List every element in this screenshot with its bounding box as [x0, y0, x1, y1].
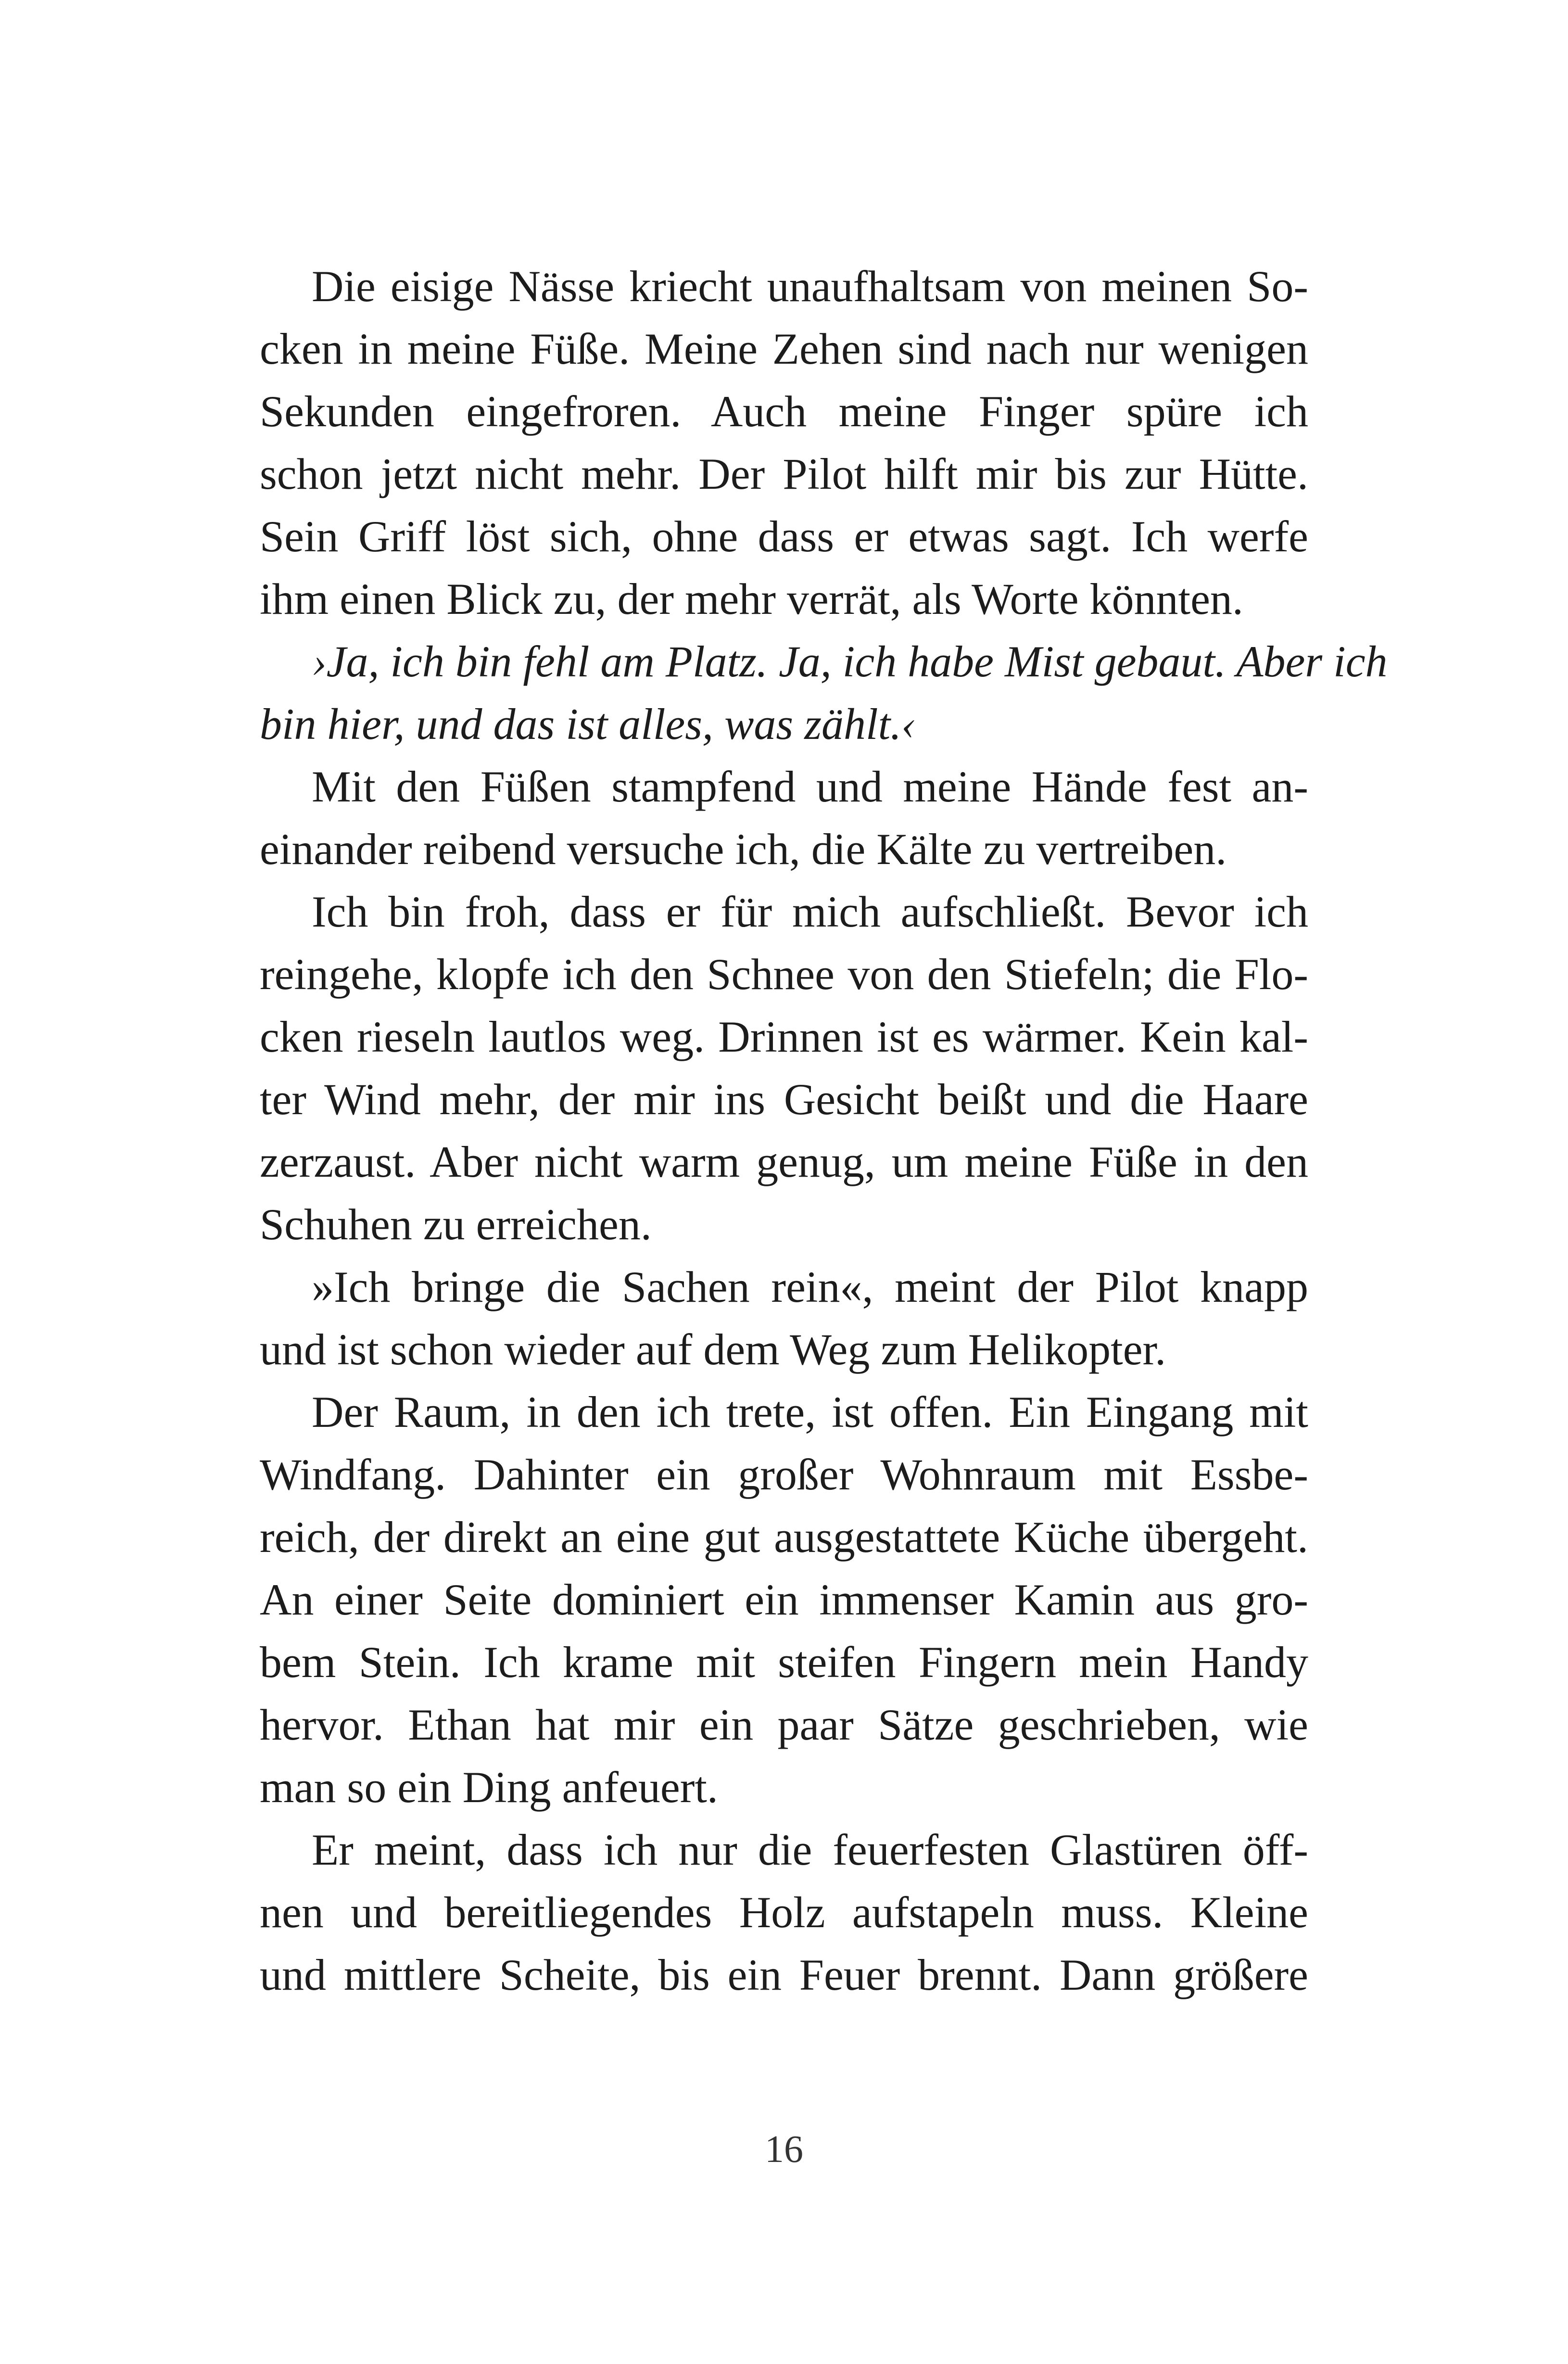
paragraph	[260, 880, 1308, 1256]
text-line: cken rieseln lautlos weg. Drinnen ist es wärmer. Kein kal-	[260, 1012, 1308, 1061]
text-line: Er meint, dass ich nur die feuerfesten Glastüren öff-	[312, 1825, 1308, 1874]
text-line: nen und bereitliegendes Holz aufstapeln muss. Kleine	[260, 1888, 1308, 1937]
paragraph	[260, 755, 1308, 880]
text-line: zerzaust. Aber nicht warm genug, um meine Füße in den	[260, 1137, 1308, 1186]
text-line: Schuhen zu erreichen.	[260, 1200, 652, 1249]
text-line: ihm einen Blick zu, der mehr verrät, als Worte könnten.	[260, 574, 1243, 623]
paragraph	[260, 1381, 1308, 1818]
body-text	[260, 255, 1388, 2006]
text-line: Ich bin froh, dass er für mich aufschließt. Bevor ich	[312, 887, 1308, 936]
text-line: Die eisige Nässe kriecht unaufhaltsam von meinen So-	[312, 262, 1308, 311]
text-line: reingehe, klopfe ich den Schnee von den Stiefeln; die Flo-	[260, 950, 1308, 999]
text-line: Sekunden eingefroren. Auch meine Finger spüre ich	[260, 387, 1308, 436]
text-line: Der Raum, in den ich trete, ist offen. Ein Eingang mit	[312, 1387, 1308, 1436]
text-line: cken in meine Füße. Meine Zehen sind nach nur wenigen	[260, 324, 1308, 373]
text-line: Sein Griff löst sich, ohne dass er etwas sagt. Ich werfe	[260, 512, 1308, 561]
paragraph-italic-thought	[260, 630, 1388, 755]
text-line: hervor. Ethan hat mir ein paar Sätze geschrieben, wie	[260, 1700, 1308, 1749]
text-line: und ist schon wieder auf dem Weg zum Helikopter.	[260, 1325, 1166, 1374]
text-line: ›Ja, ich bin fehl am Platz. Ja, ich habe Mist gebaut. Aber ich	[312, 637, 1388, 686]
text-line: schon jetzt nicht mehr. Der Pilot hilft mir bis zur Hütte.	[260, 449, 1308, 498]
text-line: ter Wind mehr, der mir ins Gesicht beißt und die Haare	[260, 1075, 1308, 1124]
text-line: Windfang. Dahinter ein großer Wohnraum mit Essbe-	[260, 1450, 1308, 1499]
text-line: und mittlere Scheite, bis ein Feuer brennt. Dann größere	[260, 1950, 1308, 1999]
paragraph	[260, 255, 1308, 630]
text-line: reich, der direkt an eine gut ausgestattete Küche übergeht.	[260, 1512, 1308, 1562]
text-line: man so ein Ding anfeuert.	[260, 1763, 718, 1812]
paragraph-dialogue	[260, 1256, 1308, 1381]
text-line: An einer Seite dominiert ein immenser Kamin aus gro-	[260, 1575, 1308, 1624]
paragraph	[260, 1818, 1308, 2006]
text-line: Mit den Füßen stampfend und meine Hände fest an-	[312, 762, 1308, 811]
text-line: bin hier, und das ist alles, was zählt.‹	[260, 699, 916, 749]
text-line: bem Stein. Ich krame mit steifen Fingern mein Handy	[260, 1638, 1308, 1687]
text-line: »Ich bringe die Sachen rein«, meint der Pilot knapp	[312, 1262, 1308, 1311]
page-number: 16	[765, 2128, 803, 2171]
text-line: einander reibend versuche ich, die Kälte zu vertreiben.	[260, 825, 1227, 874]
